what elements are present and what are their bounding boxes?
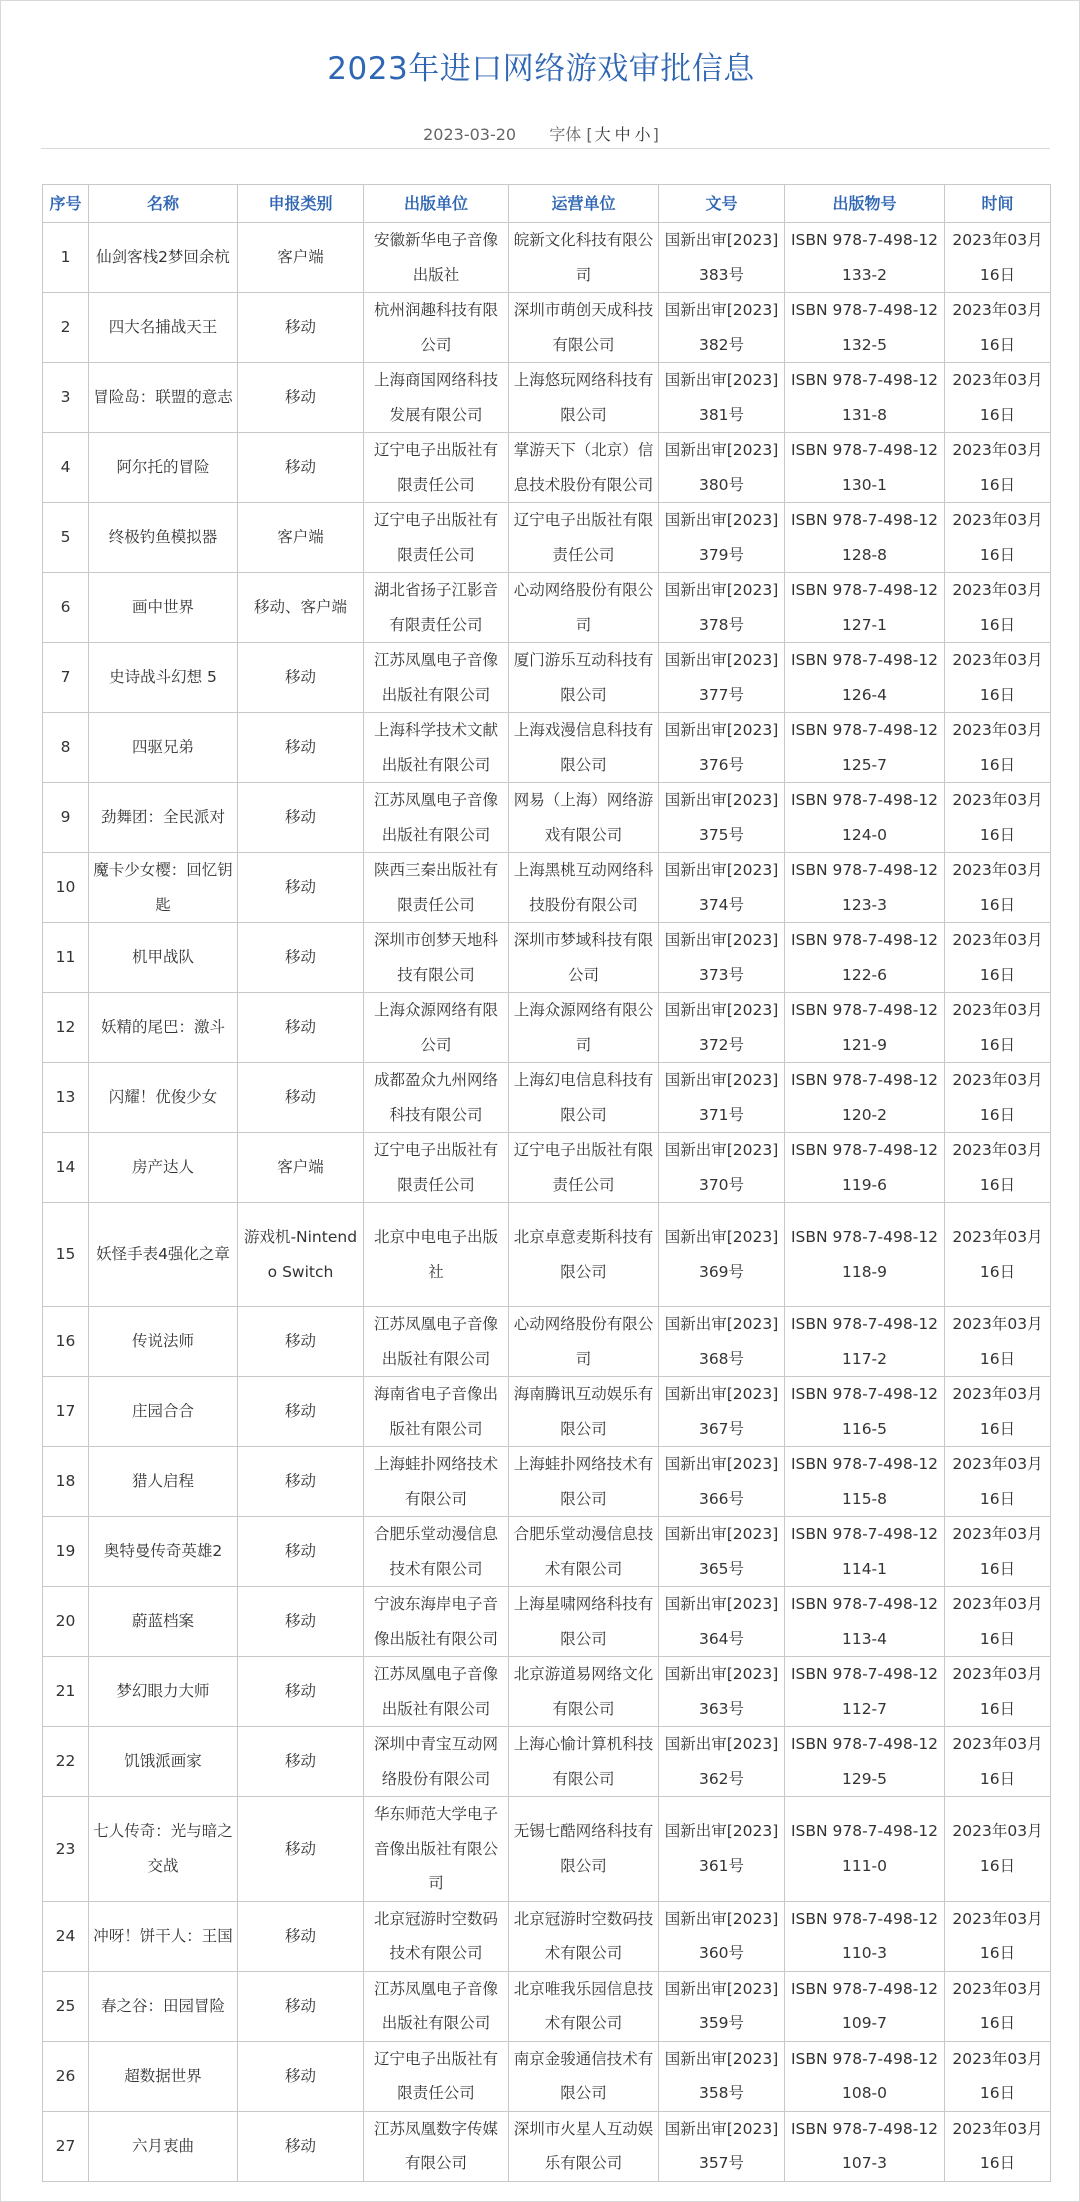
cell-date: 2023年03月16日 [945,853,1051,923]
cell-operator: 深圳市火星人互动娱乐有限公司 [509,2111,659,2181]
cell-publisher: 杭州润趣科技有限公司 [364,293,509,363]
cell-category: 移动 [238,2041,364,2111]
cell-category: 客户端 [238,503,364,573]
cell-category: 移动 [238,363,364,433]
cell-name: 传说法师 [89,1307,238,1377]
table-row [43,1901,1051,1971]
cell-operator: 深圳市梦域科技有限公司 [509,923,659,993]
cell-operator: 上海众源网络有限公司 [509,993,659,1063]
cell-operator: 网易（上海）网络游戏有限公司 [509,783,659,853]
cell-date: 2023年03月16日 [945,1657,1051,1727]
cell-date: 2023年03月16日 [945,1901,1051,1971]
cell-operator: 北京冠游时空数码技术有限公司 [509,1901,659,1971]
cell-publisher: 宁波东海岸电子音像出版社有限公司 [364,1587,509,1657]
cell-operator: 掌游天下（北京）信息技术股份有限公司 [509,433,659,503]
table-row [43,993,1051,1063]
cell-name: 房产达人 [89,1133,238,1203]
table-row [43,1587,1051,1657]
font-size-bracket-close: ] [652,125,659,144]
cell-publisher: 辽宁电子出版社有限责任公司 [364,2041,509,2111]
table-row [43,1657,1051,1727]
cell-name: 冒险岛：联盟的意志 [89,363,238,433]
title-divider [41,148,1050,149]
cell-date: 2023年03月16日 [945,1447,1051,1517]
cell-date: 2023年03月16日 [945,783,1051,853]
cell-approval-no: 国新出审[2023]364号 [659,1587,785,1657]
cell-index: 10 [43,853,89,923]
cell-index: 5 [43,503,89,573]
cell-date: 2023年03月16日 [945,1727,1051,1797]
cell-date: 2023年03月16日 [945,503,1051,573]
cell-approval-no: 国新出审[2023]359号 [659,1971,785,2041]
cell-category: 移动 [238,1657,364,1727]
cell-approval-no: 国新出审[2023]377号 [659,643,785,713]
cell-index: 18 [43,1447,89,1517]
cell-name: 闪耀！优俊少女 [89,1063,238,1133]
header-name: 名称 [89,185,238,223]
cell-date: 2023年03月16日 [945,433,1051,503]
cell-operator: 心动网络股份有限公司 [509,1307,659,1377]
table-row [43,2111,1051,2181]
cell-operator: 北京游道易网络文化有限公司 [509,1657,659,1727]
cell-isbn: ISBN 978-7-498-12119-6 [785,1133,945,1203]
cell-index: 26 [43,2041,89,2111]
cell-isbn: ISBN 978-7-498-12120-2 [785,1063,945,1133]
article-title: 2023年进口网络游戏审批信息 [327,51,755,87]
cell-date: 2023年03月16日 [945,1133,1051,1203]
cell-isbn: ISBN 978-7-498-12117-2 [785,1307,945,1377]
cell-date: 2023年03月16日 [945,1587,1051,1657]
cell-index: 6 [43,573,89,643]
table-row [43,643,1051,713]
cell-isbn: ISBN 978-7-498-12110-3 [785,1901,945,1971]
cell-date: 2023年03月16日 [945,223,1051,293]
table-row [43,853,1051,923]
cell-category: 移动 [238,433,364,503]
cell-approval-no: 国新出审[2023]361号 [659,1797,785,1902]
cell-operator: 上海星啸网络科技有限公司 [509,1587,659,1657]
cell-date: 2023年03月16日 [945,573,1051,643]
cell-approval-no: 国新出审[2023]363号 [659,1657,785,1727]
font-size-medium-button[interactable]: 中 [614,125,631,144]
cell-category: 移动 [238,1971,364,2041]
cell-category: 移动 [238,1063,364,1133]
cell-date: 2023年03月16日 [945,1063,1051,1133]
cell-category: 移动 [238,993,364,1063]
cell-operator: 海南腾讯互动娱乐有限公司 [509,1377,659,1447]
table-row [43,1447,1051,1517]
cell-operator: 心动网络股份有限公司 [509,573,659,643]
cell-isbn: ISBN 978-7-498-12107-3 [785,2111,945,2181]
cell-category: 移动 [238,1797,364,1902]
table-row [43,503,1051,573]
cell-publisher: 江苏凤凰电子音像出版社有限公司 [364,1657,509,1727]
cell-isbn: ISBN 978-7-498-12112-7 [785,1657,945,1727]
cell-category: 移动 [238,853,364,923]
cell-operator: 合肥乐堂动漫信息技术有限公司 [509,1517,659,1587]
cell-date: 2023年03月16日 [945,293,1051,363]
table-row [43,783,1051,853]
cell-name: 终极钓鱼模拟器 [89,503,238,573]
cell-category: 移动、客户端 [238,573,364,643]
cell-name: 六月衷曲 [89,2111,238,2181]
cell-approval-no: 国新出审[2023]383号 [659,223,785,293]
header-approval-no: 文号 [659,185,785,223]
cell-name: 仙剑客栈2梦回余杭 [89,223,238,293]
cell-date: 2023年03月16日 [945,923,1051,993]
cell-isbn: ISBN 978-7-498-12123-3 [785,853,945,923]
cell-approval-no: 国新出审[2023]381号 [659,363,785,433]
cell-name: 史诗战斗幻想 5 [89,643,238,713]
cell-isbn: ISBN 978-7-498-12108-0 [785,2041,945,2111]
approval-table [42,184,1051,2182]
cell-isbn: ISBN 978-7-498-12114-1 [785,1517,945,1587]
cell-index: 9 [43,783,89,853]
cell-name: 画中世界 [89,573,238,643]
cell-index: 14 [43,1133,89,1203]
cell-operator: 皖新文化科技有限公司 [509,223,659,293]
cell-category: 客户端 [238,1133,364,1203]
cell-approval-no: 国新出审[2023]368号 [659,1307,785,1377]
cell-operator: 上海黑桃互动网络科技股份有限公司 [509,853,659,923]
cell-approval-no: 国新出审[2023]369号 [659,1203,785,1307]
table-row [43,1797,1051,1902]
cell-category: 移动 [238,923,364,993]
table-row [43,363,1051,433]
cell-approval-no: 国新出审[2023]372号 [659,993,785,1063]
table-row [43,713,1051,783]
cell-approval-no: 国新出审[2023]370号 [659,1133,785,1203]
cell-publisher: 华东师范大学电子音像出版社有限公司 [364,1797,509,1902]
cell-category: 移动 [238,1587,364,1657]
cell-name: 四驱兄弟 [89,713,238,783]
cell-approval-no: 国新出审[2023]362号 [659,1727,785,1797]
cell-name: 超数据世界 [89,2041,238,2111]
cell-date: 2023年03月16日 [945,1377,1051,1447]
header-operator: 运营单位 [509,185,659,223]
table-row [43,923,1051,993]
cell-date: 2023年03月16日 [945,363,1051,433]
cell-publisher: 北京中电电子出版社 [364,1203,509,1307]
article-meta [1,122,1080,145]
cell-isbn: ISBN 978-7-498-12128-8 [785,503,945,573]
cell-index: 27 [43,2111,89,2181]
cell-name: 蔚蓝档案 [89,1587,238,1657]
cell-operator: 深圳市萌创天成科技有限公司 [509,293,659,363]
cell-index: 22 [43,1727,89,1797]
cell-index: 2 [43,293,89,363]
cell-isbn: ISBN 978-7-498-12124-0 [785,783,945,853]
cell-date: 2023年03月16日 [945,2111,1051,2181]
cell-isbn: ISBN 978-7-498-12133-2 [785,223,945,293]
table-row [43,1203,1051,1307]
cell-isbn: ISBN 978-7-498-12126-4 [785,643,945,713]
cell-category: 移动 [238,1447,364,1517]
cell-date: 2023年03月16日 [945,2041,1051,2111]
cell-name: 梦幻眼力大师 [89,1657,238,1727]
cell-index: 25 [43,1971,89,2041]
cell-category: 移动 [238,2111,364,2181]
cell-operator: 北京卓意麦斯科技有限公司 [509,1203,659,1307]
font-size-bracket-open: [ [586,125,593,144]
cell-publisher: 江苏凤凰电子音像出版社有限公司 [364,1307,509,1377]
cell-index: 20 [43,1587,89,1657]
cell-date: 2023年03月16日 [945,1797,1051,1902]
cell-category: 移动 [238,1517,364,1587]
cell-isbn: ISBN 978-7-498-12111-0 [785,1797,945,1902]
table-row [43,293,1051,363]
cell-name: 妖怪手表4强化之章 [89,1203,238,1307]
cell-approval-no: 国新出审[2023]375号 [659,783,785,853]
cell-name: 七人传奇：光与暗之交战 [89,1797,238,1902]
cell-isbn: ISBN 978-7-498-12113-4 [785,1587,945,1657]
cell-publisher: 成都盈众九州网络科技有限公司 [364,1063,509,1133]
cell-name: 机甲战队 [89,923,238,993]
cell-publisher: 上海蛙扑网络技术有限公司 [364,1447,509,1517]
cell-approval-no: 国新出审[2023]357号 [659,2111,785,2181]
table-row [43,433,1051,503]
cell-isbn: ISBN 978-7-498-12115-8 [785,1447,945,1517]
cell-operator: 厦门游乐互动科技有限公司 [509,643,659,713]
cell-name: 奥特曼传奇英雄2 [89,1517,238,1587]
cell-approval-no: 国新出审[2023]374号 [659,853,785,923]
cell-name: 饥饿派画家 [89,1727,238,1797]
cell-operator: 辽宁电子出版社有限责任公司 [509,503,659,573]
cell-publisher: 上海商国网络科技发展有限公司 [364,363,509,433]
cell-name: 庄园合合 [89,1377,238,1447]
cell-category: 移动 [238,1377,364,1447]
cell-date: 2023年03月16日 [945,1203,1051,1307]
table-row [43,1971,1051,2041]
cell-isbn: ISBN 978-7-498-12130-1 [785,433,945,503]
cell-category: 游戏机-Nintendo Switch [238,1203,364,1307]
cell-publisher: 辽宁电子出版社有限责任公司 [364,1133,509,1203]
cell-publisher: 江苏凤凰电子音像出版社有限公司 [364,783,509,853]
cell-approval-no: 国新出审[2023]376号 [659,713,785,783]
cell-category: 移动 [238,1901,364,1971]
cell-isbn: ISBN 978-7-498-12125-7 [785,713,945,783]
cell-date: 2023年03月16日 [945,1971,1051,2041]
table-row [43,1377,1051,1447]
cell-publisher: 江苏凤凰电子音像出版社有限公司 [364,1971,509,2041]
cell-operator: 上海戏漫信息科技有限公司 [509,713,659,783]
cell-isbn: ISBN 978-7-498-12132-5 [785,293,945,363]
cell-isbn: ISBN 978-7-498-12121-9 [785,993,945,1063]
cell-name: 冲呀！饼干人：王国 [89,1901,238,1971]
cell-category: 客户端 [238,223,364,293]
cell-index: 24 [43,1901,89,1971]
cell-index: 19 [43,1517,89,1587]
cell-publisher: 合肥乐堂动漫信息技术有限公司 [364,1517,509,1587]
cell-publisher: 辽宁电子出版社有限责任公司 [364,433,509,503]
cell-isbn: ISBN 978-7-498-12129-5 [785,1727,945,1797]
cell-name: 四大名捕战天王 [89,293,238,363]
header-date: 时间 [945,185,1051,223]
table-row [43,1727,1051,1797]
font-size-large-button[interactable]: 大 [594,125,611,144]
cell-isbn: ISBN 978-7-498-12116-5 [785,1377,945,1447]
cell-name: 春之谷：田园冒险 [89,1971,238,2041]
cell-name: 妖精的尾巴：激斗 [89,993,238,1063]
cell-publisher: 辽宁电子出版社有限责任公司 [364,503,509,573]
table-row [43,1133,1051,1203]
table-row [43,223,1051,293]
cell-publisher: 江苏凤凰电子音像出版社有限公司 [364,643,509,713]
cell-index: 23 [43,1797,89,1902]
cell-date: 2023年03月16日 [945,1307,1051,1377]
cell-operator: 无锡七酷网络科技有限公司 [509,1797,659,1902]
cell-approval-no: 国新出审[2023]365号 [659,1517,785,1587]
cell-approval-no: 国新出审[2023]382号 [659,293,785,363]
cell-operator: 南京金骏通信技术有限公司 [509,2041,659,2111]
cell-date: 2023年03月16日 [945,713,1051,783]
cell-category: 移动 [238,713,364,783]
cell-isbn: ISBN 978-7-498-12118-9 [785,1203,945,1307]
cell-publisher: 深圳中青宝互动网络股份有限公司 [364,1727,509,1797]
cell-publisher: 北京冠游时空数码技术有限公司 [364,1901,509,1971]
cell-index: 7 [43,643,89,713]
cell-category: 移动 [238,1307,364,1377]
cell-index: 1 [43,223,89,293]
cell-index: 12 [43,993,89,1063]
table-header-row [43,185,1051,223]
table-row [43,573,1051,643]
cell-index: 21 [43,1657,89,1727]
cell-operator: 上海幻电信息科技有限公司 [509,1063,659,1133]
cell-operator: 上海蛙扑网络技术有限公司 [509,1447,659,1517]
cell-index: 3 [43,363,89,433]
cell-index: 11 [43,923,89,993]
publish-date: 2023-03-20 [423,125,517,144]
cell-approval-no: 国新出审[2023]358号 [659,2041,785,2111]
cell-index: 17 [43,1377,89,1447]
cell-publisher: 海南省电子音像出版社有限公司 [364,1377,509,1447]
cell-index: 13 [43,1063,89,1133]
cell-approval-no: 国新出审[2023]380号 [659,433,785,503]
cell-approval-no: 国新出审[2023]379号 [659,503,785,573]
cell-publisher: 上海众源网络有限公司 [364,993,509,1063]
cell-publisher: 湖北省扬子江影音有限责任公司 [364,573,509,643]
cell-isbn: ISBN 978-7-498-12109-7 [785,1971,945,2041]
cell-approval-no: 国新出审[2023]373号 [659,923,785,993]
cell-approval-no: 国新出审[2023]367号 [659,1377,785,1447]
cell-operator: 北京唯我乐园信息技术有限公司 [509,1971,659,2041]
cell-date: 2023年03月16日 [945,643,1051,713]
cell-index: 15 [43,1203,89,1307]
cell-name: 猎人启程 [89,1447,238,1517]
cell-publisher: 陕西三秦出版社有限责任公司 [364,853,509,923]
cell-operator: 辽宁电子出版社有限责任公司 [509,1133,659,1203]
header-publisher: 出版单位 [364,185,509,223]
cell-isbn: ISBN 978-7-498-12122-6 [785,923,945,993]
cell-publisher: 江苏凤凰数字传媒有限公司 [364,2111,509,2181]
cell-category: 移动 [238,643,364,713]
cell-name: 魔卡少女樱：回忆钥匙 [89,853,238,923]
cell-approval-no: 国新出审[2023]360号 [659,1901,785,1971]
table-row [43,1517,1051,1587]
cell-approval-no: 国新出审[2023]371号 [659,1063,785,1133]
cell-publisher: 上海科学技术文献出版社有限公司 [364,713,509,783]
cell-name: 劲舞团：全民派对 [89,783,238,853]
header-index: 序号 [43,185,89,223]
cell-index: 16 [43,1307,89,1377]
cell-publisher: 安徽新华电子音像出版社 [364,223,509,293]
cell-isbn: ISBN 978-7-498-12127-1 [785,573,945,643]
cell-category: 移动 [238,783,364,853]
cell-operator: 上海悠玩网络科技有限公司 [509,363,659,433]
table-row [43,1063,1051,1133]
header-category: 申报类别 [238,185,364,223]
table-row [43,2041,1051,2111]
cell-name: 阿尔托的冒险 [89,433,238,503]
cell-index: 4 [43,433,89,503]
font-size-small-button[interactable]: 小 [634,125,651,144]
cell-approval-no: 国新出审[2023]366号 [659,1447,785,1517]
cell-publisher: 深圳市创梦天地科技有限公司 [364,923,509,993]
cell-date: 2023年03月16日 [945,1517,1051,1587]
cell-index: 8 [43,713,89,783]
cell-category: 移动 [238,293,364,363]
cell-approval-no: 国新出审[2023]378号 [659,573,785,643]
header-isbn: 出版物号 [785,185,945,223]
cell-category: 移动 [238,1727,364,1797]
cell-date: 2023年03月16日 [945,993,1051,1063]
table-row [43,1307,1051,1377]
cell-isbn: ISBN 978-7-498-12131-8 [785,363,945,433]
cell-operator: 上海心愉计算机科技有限公司 [509,1727,659,1797]
font-size-label: 字体 [549,125,582,144]
